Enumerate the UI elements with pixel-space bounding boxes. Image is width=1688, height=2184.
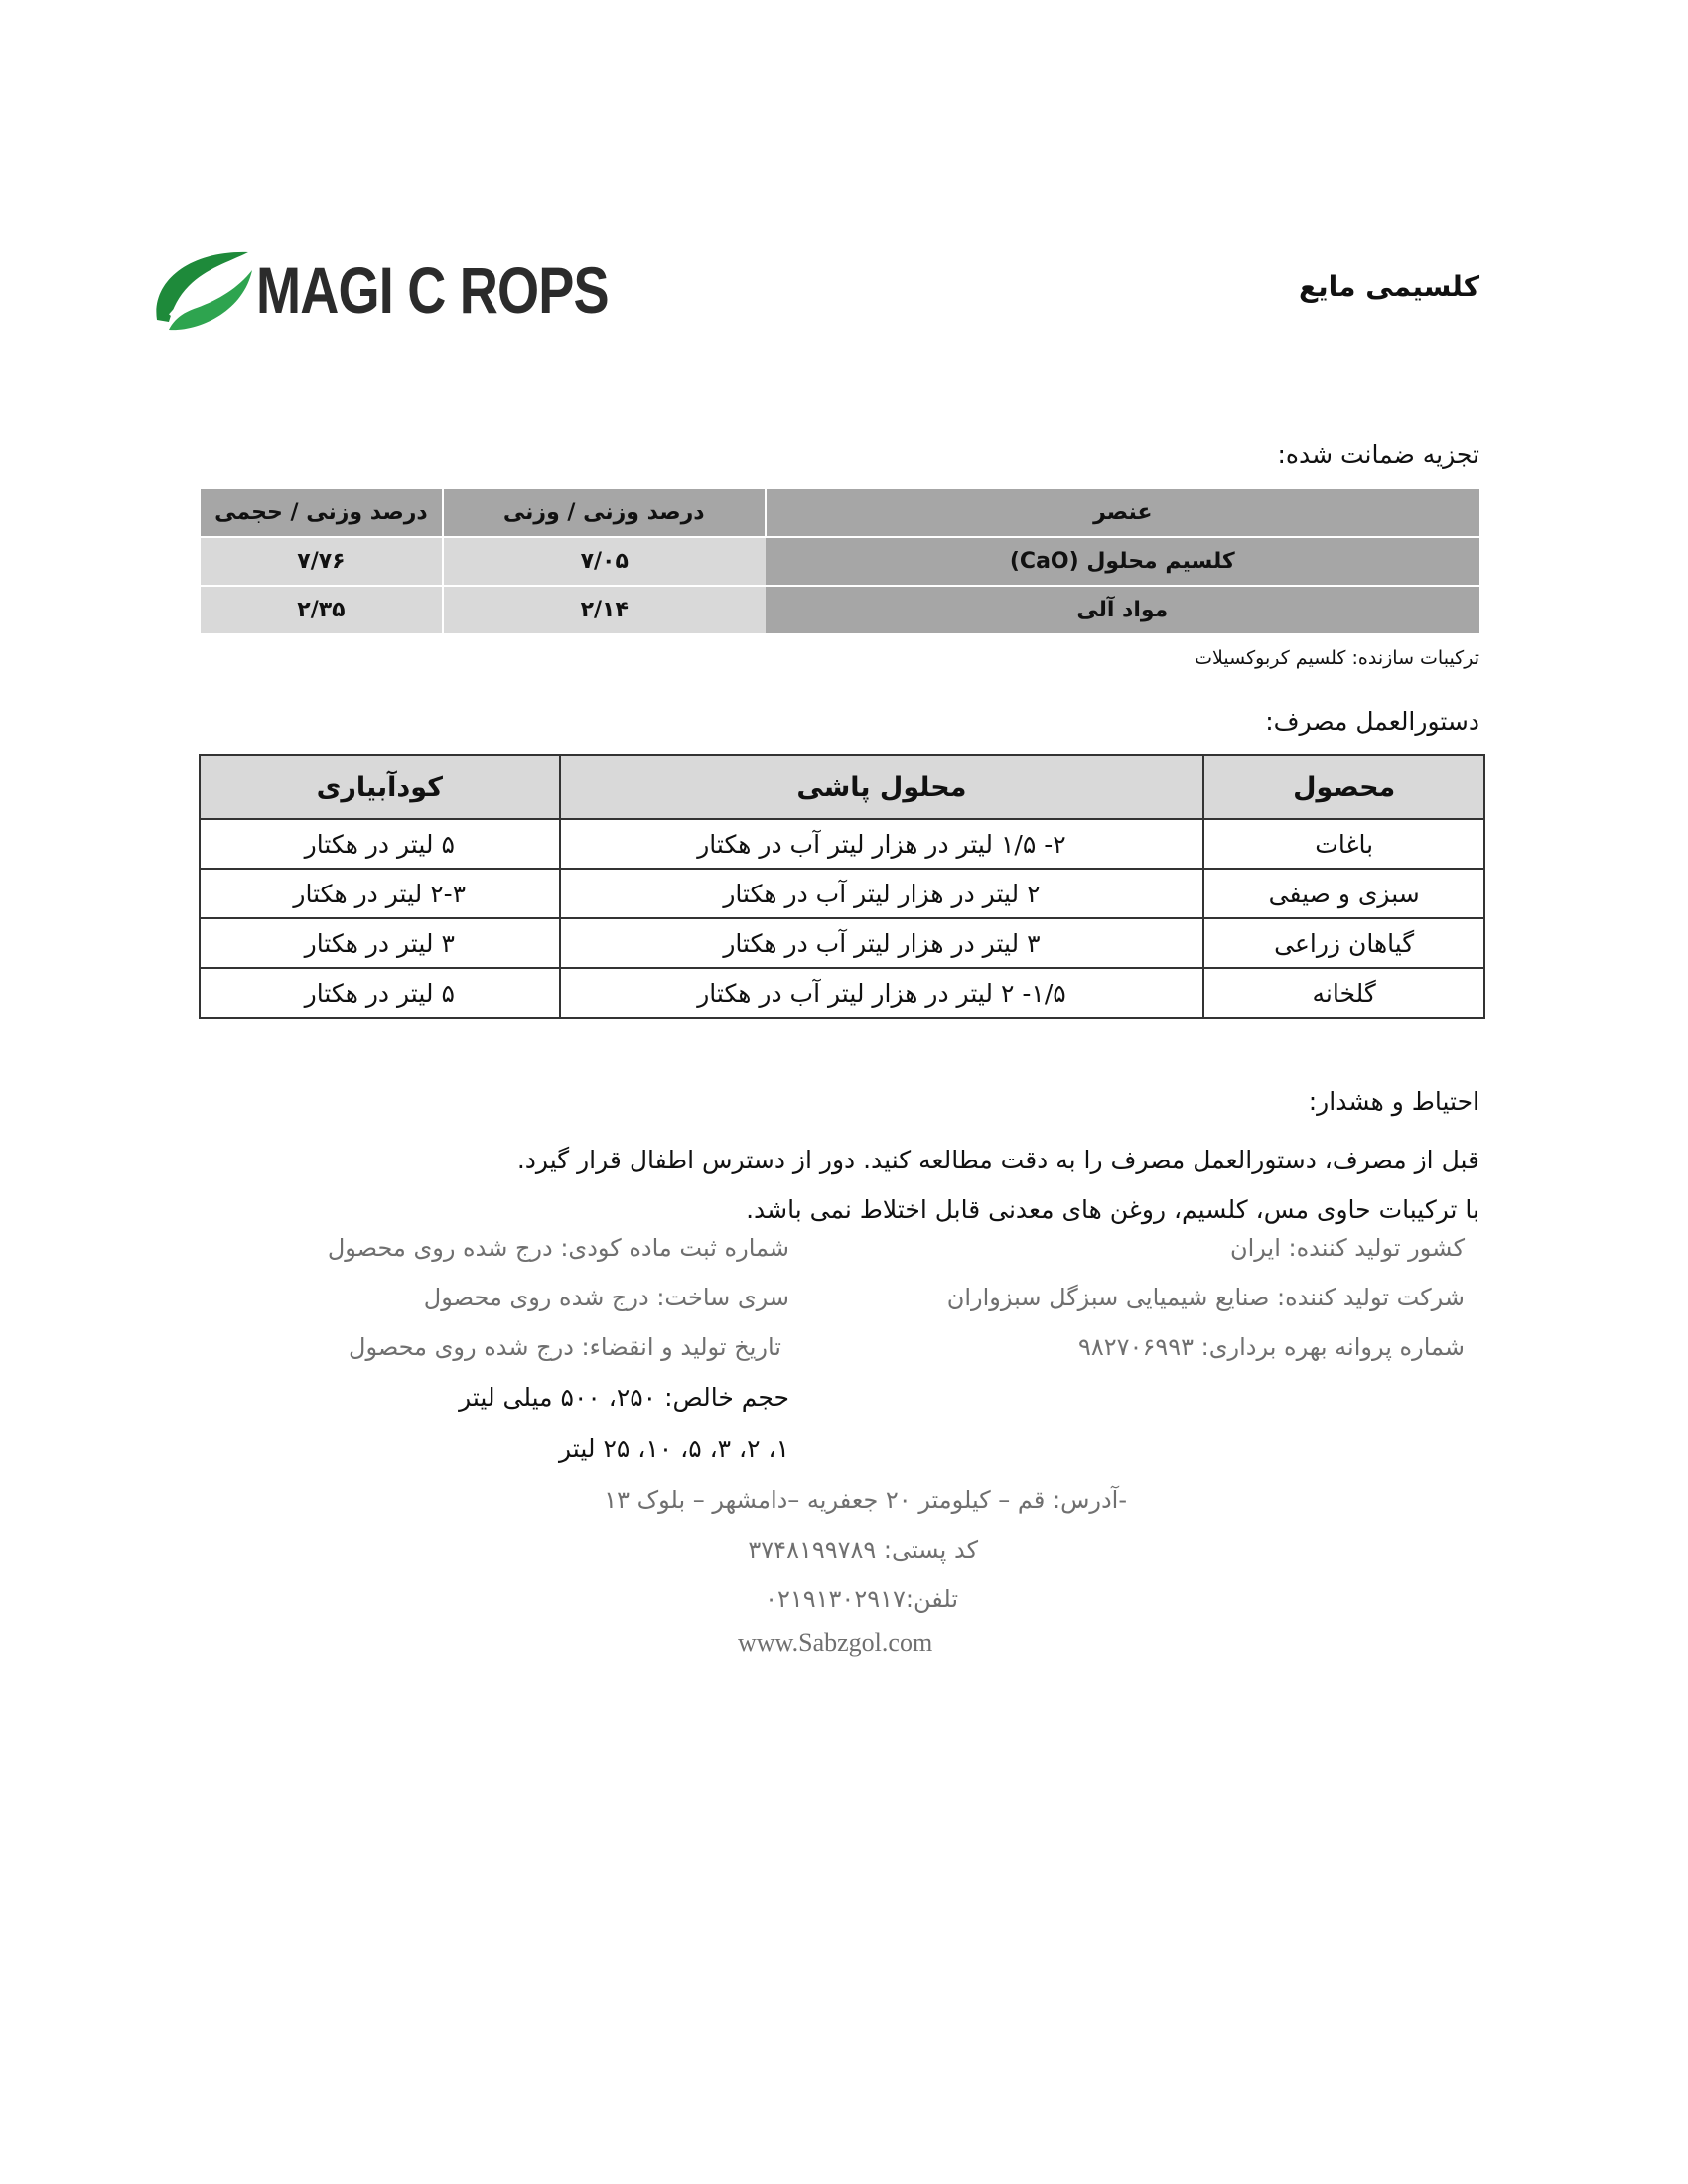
- crop-cell: باغات: [1203, 819, 1484, 869]
- analysis-heading: تجزیه ضمانت شده:: [1277, 440, 1479, 469]
- table-row: [200, 918, 1484, 968]
- crop-cell: سبزی و صیفی: [1203, 869, 1484, 918]
- analysis-header-row: [200, 489, 1479, 537]
- registration-number: شماره ثبت ماده کودی: درج شده روی محصول: [327, 1234, 789, 1262]
- table-row: [200, 968, 1484, 1018]
- warning-line: قبل از مصرف، دستورالعمل مصرف را به دقت مطالعه کنید. دور از دسترس اطفال قرار گیرد.: [516, 1146, 1479, 1174]
- brand-logo: [149, 242, 609, 341]
- postal-code: کد پستی: ۳۷۴۸۱۹۹۷۸۹: [748, 1536, 978, 1564]
- foliar-cell: ۳ لیتر در هزار لیتر آب در هکتار: [560, 918, 1204, 968]
- components-note: ترکیبات سازنده: کلسیم کربوکسیلات: [1195, 647, 1479, 669]
- phone: تلفن:۰۲۱۹۱۳۰۲۹۱۷: [765, 1585, 958, 1613]
- crop-cell: گلخانه: [1203, 968, 1484, 1018]
- header-element: عنصر: [766, 489, 1479, 537]
- header-weight-volume: درصد وزنی / حجمی: [200, 489, 443, 537]
- element-name: مواد آلی: [766, 586, 1479, 633]
- usage-heading: دستورالعمل مصرف:: [1265, 707, 1479, 736]
- warnings-heading: احتیاط و هشدار:: [1308, 1087, 1479, 1116]
- fertigation-cell: ۳ لیتر در هکتار: [200, 918, 560, 968]
- license-number: شماره پروانه بهره برداری: ۹۸۲۷۰۶۹۹۳: [1077, 1333, 1465, 1361]
- weight-weight-value: ۲/۱۴: [443, 586, 766, 633]
- foliar-cell: ۲- ۱/۵ لیتر در هزار لیتر آب در هکتار: [560, 819, 1204, 869]
- net-volume: حجم خالص: ۲۵۰، ۵۰۰ میلی لیتر: [459, 1383, 789, 1412]
- address: -آدرس: قم – کیلومتر ۲۰ جعفریه –دامشهر – بلوک ۱۳: [604, 1486, 1127, 1514]
- weight-weight-value: ۷/۰۵: [443, 537, 766, 586]
- fertigation-cell: ۵ لیتر در هکتار: [200, 968, 560, 1018]
- leaf-logo-icon: [149, 242, 258, 338]
- usage-table: [199, 754, 1485, 1019]
- fertigation-cell: ۵ لیتر در هکتار: [200, 819, 560, 869]
- usage-header-row: [200, 755, 1484, 819]
- fertigation-cell: ۲-۳ لیتر در هکتار: [200, 869, 560, 918]
- table-row: [200, 586, 1479, 633]
- header-weight-weight: درصد وزنی / وزنی: [443, 489, 766, 537]
- batch-number: سری ساخت: درج شده روی محصول: [423, 1284, 789, 1311]
- header-fertigation: کودآبیاری: [200, 755, 560, 819]
- production-expiry-date: تاریخ تولید و انقضاء: درج شده روی محصول: [349, 1333, 781, 1361]
- element-name: کلسیم محلول (CaO): [766, 537, 1479, 586]
- net-volume-sizes: ۱، ۲، ۳، ۵، ۱۰، ۲۵ لیتر: [559, 1434, 789, 1463]
- weight-volume-value: ۷/۷۶: [200, 537, 443, 586]
- manufacturer: شرکت تولید کننده: صنایع شیمیایی سبزگل سبزواران: [946, 1284, 1465, 1311]
- table-row: [200, 869, 1484, 918]
- analysis-table: [199, 489, 1479, 633]
- warning-line: با ترکیبات حاوی مس، کلسیم، روغن های معدنی قابل اختلاط نمی باشد.: [746, 1195, 1479, 1224]
- table-row: [200, 537, 1479, 586]
- country-of-origin: کشور تولید کننده: ایران: [1230, 1234, 1465, 1262]
- website: www.Sabzgol.com: [738, 1628, 933, 1657]
- foliar-cell: ۲ لیتر در هزار لیتر آب در هکتار: [560, 869, 1204, 918]
- header-crop: محصول: [1203, 755, 1484, 819]
- warnings-section: [189, 1087, 1479, 1235]
- foliar-cell: ۱/۵- ۲ لیتر در هزار لیتر آب در هکتار: [560, 968, 1204, 1018]
- crop-cell: گیاهان زراعی: [1203, 918, 1484, 968]
- table-row: [200, 819, 1484, 869]
- logo-wordmark: MAGI C ROPS: [256, 253, 609, 327]
- weight-volume-value: ۲/۳۵: [200, 586, 443, 633]
- header-foliar-spray: محلول پاشی: [560, 755, 1204, 819]
- product-title: کلسیمی مایع: [1299, 270, 1479, 303]
